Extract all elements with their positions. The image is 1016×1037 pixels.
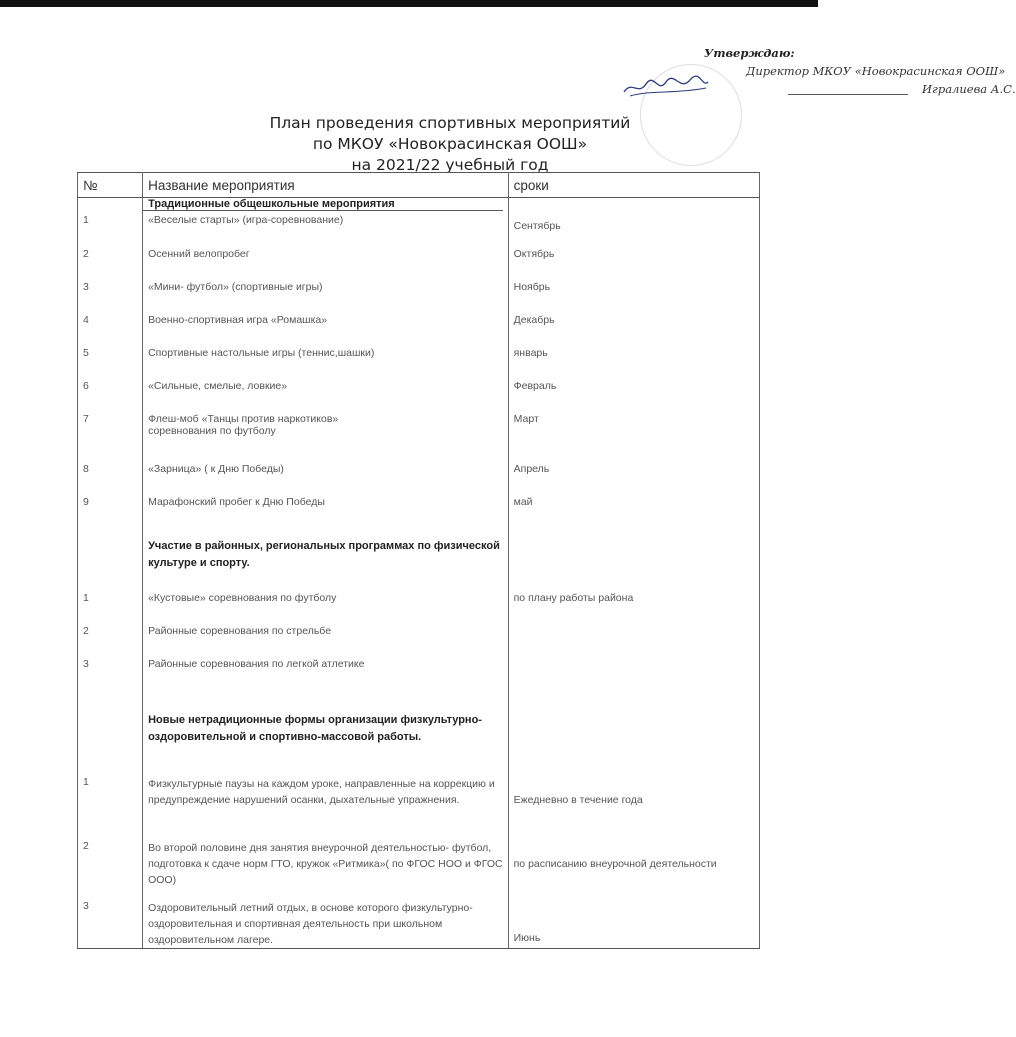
section-title: Новые нетрадиционные формы организации физкультурно-оздоровительной и спортивно-массовой работы.	[148, 713, 482, 743]
row-num: 6	[78, 380, 143, 413]
table-row	[78, 214, 760, 248]
row-num: 3	[78, 658, 143, 704]
approval-role: Директор МКОУ «Новокрасинская ООШ»	[746, 64, 1006, 78]
row-name: Оздоровительный летний отдых, в основе которого физкультурно-оздоровительная и спортивная деятельность при школьном оздоровительном лагере.	[143, 900, 509, 949]
title-line-2: по МКОУ «Новокрасинская ООШ»	[312, 135, 588, 153]
table-row	[78, 900, 760, 949]
header-name: Название мероприятия	[143, 173, 509, 198]
row-name: Спортивные настольные игры (теннис,шашки)	[143, 347, 509, 380]
row-num: 9	[78, 496, 143, 538]
row-name: «Кустовые» соревнования по футболу	[143, 592, 509, 625]
document-title	[200, 113, 700, 176]
section-title: Участие в районных, региональных программах по физической культуре и спорту.	[148, 539, 500, 569]
row-name-line: Флеш-моб «Танцы против наркотиков»	[148, 412, 339, 425]
row-term: по расписанию внеурочной деятельности	[508, 840, 759, 900]
row-name: Во второй половине дня занятия внеурочной деятельностью- футбол, подготовка к сдаче норм ГТО, кружок «Ритмика»( по ФГОС НОО и ФГОС ООО)	[143, 840, 509, 900]
row-term: Февраль	[508, 380, 759, 413]
row-name: Марафонский пробег к Дню Победы	[143, 496, 509, 538]
row-term: январь	[508, 347, 759, 380]
row-num: 1	[78, 214, 143, 248]
events-table	[77, 172, 760, 949]
table-row	[78, 625, 760, 658]
row-name: «Сильные, смелые, ловкие»	[143, 380, 509, 413]
row-term	[508, 625, 759, 658]
row-num: 5	[78, 347, 143, 380]
row-term: Октябрь	[508, 248, 759, 281]
signature-icon	[620, 72, 710, 102]
row-name: Районные соревнования по легкой атлетике	[143, 658, 509, 704]
row-term: Апрель	[508, 463, 759, 496]
title-line-3: на 2021/22 учебный год	[351, 156, 549, 174]
row-num: 3	[78, 900, 143, 949]
table-row	[78, 840, 760, 900]
row-term: Ноябрь	[508, 281, 759, 314]
row-term: май	[508, 496, 759, 538]
table-row	[78, 704, 760, 776]
header-num: №	[78, 173, 143, 198]
title-line-1: План проведения спортивных мероприятий	[269, 114, 631, 132]
row-num: 1	[78, 592, 143, 625]
table-row	[78, 347, 760, 380]
table-row	[78, 380, 760, 413]
row-name-line: соревнования по футболу	[148, 424, 276, 437]
row-name: Осенний велопробег	[143, 248, 509, 281]
section-title: Традиционные общешкольные мероприятия	[143, 198, 503, 211]
row-term: по плану работы района	[508, 592, 759, 625]
table-row	[78, 538, 760, 592]
row-term: Март	[508, 413, 759, 463]
table-row	[78, 496, 760, 538]
row-term: Июнь	[508, 900, 759, 949]
table-row	[78, 281, 760, 314]
row-term: Ежедневно в течение года	[508, 776, 759, 840]
row-num: 7	[78, 413, 143, 463]
signature-line	[788, 94, 908, 95]
row-name: Физкультурные паузы на каждом уроке, направленные на коррекцию и предупреждение нарушений осанки, дыхательные упражнения.	[143, 776, 509, 840]
table-row	[78, 658, 760, 704]
table-row	[78, 198, 760, 214]
row-term: Декабрь	[508, 314, 759, 347]
table-row	[78, 413, 760, 463]
row-num: 1	[78, 776, 143, 840]
row-name: Военно-спортивная игра «Ромашка»	[143, 314, 509, 347]
table-row	[78, 776, 760, 840]
table-row	[78, 592, 760, 625]
row-name: «Зарница» ( к Дню Победы)	[143, 463, 509, 496]
row-num: 2	[78, 248, 143, 281]
row-name: Районные соревнования по стрельбе	[143, 625, 509, 658]
row-num: 4	[78, 314, 143, 347]
row-term	[508, 658, 759, 704]
table-row	[78, 314, 760, 347]
table-row	[78, 463, 760, 496]
row-num: 8	[78, 463, 143, 496]
approval-title: Утверждаю:	[704, 46, 795, 60]
header-term: сроки	[508, 173, 759, 198]
row-name	[143, 413, 509, 463]
row-num: 3	[78, 281, 143, 314]
table-row	[78, 248, 760, 281]
scan-edge	[0, 0, 818, 7]
approval-name: Игралиева А.С.	[922, 82, 1016, 96]
table-header-row	[78, 173, 760, 198]
row-num: 2	[78, 625, 143, 658]
row-num: 2	[78, 840, 143, 900]
row-term: Сентябрь	[508, 214, 759, 248]
row-name: «Мини- футбол» (спортивные игры)	[143, 281, 509, 314]
row-name: «Веселые старты» (игра-соревнование)	[143, 214, 509, 248]
